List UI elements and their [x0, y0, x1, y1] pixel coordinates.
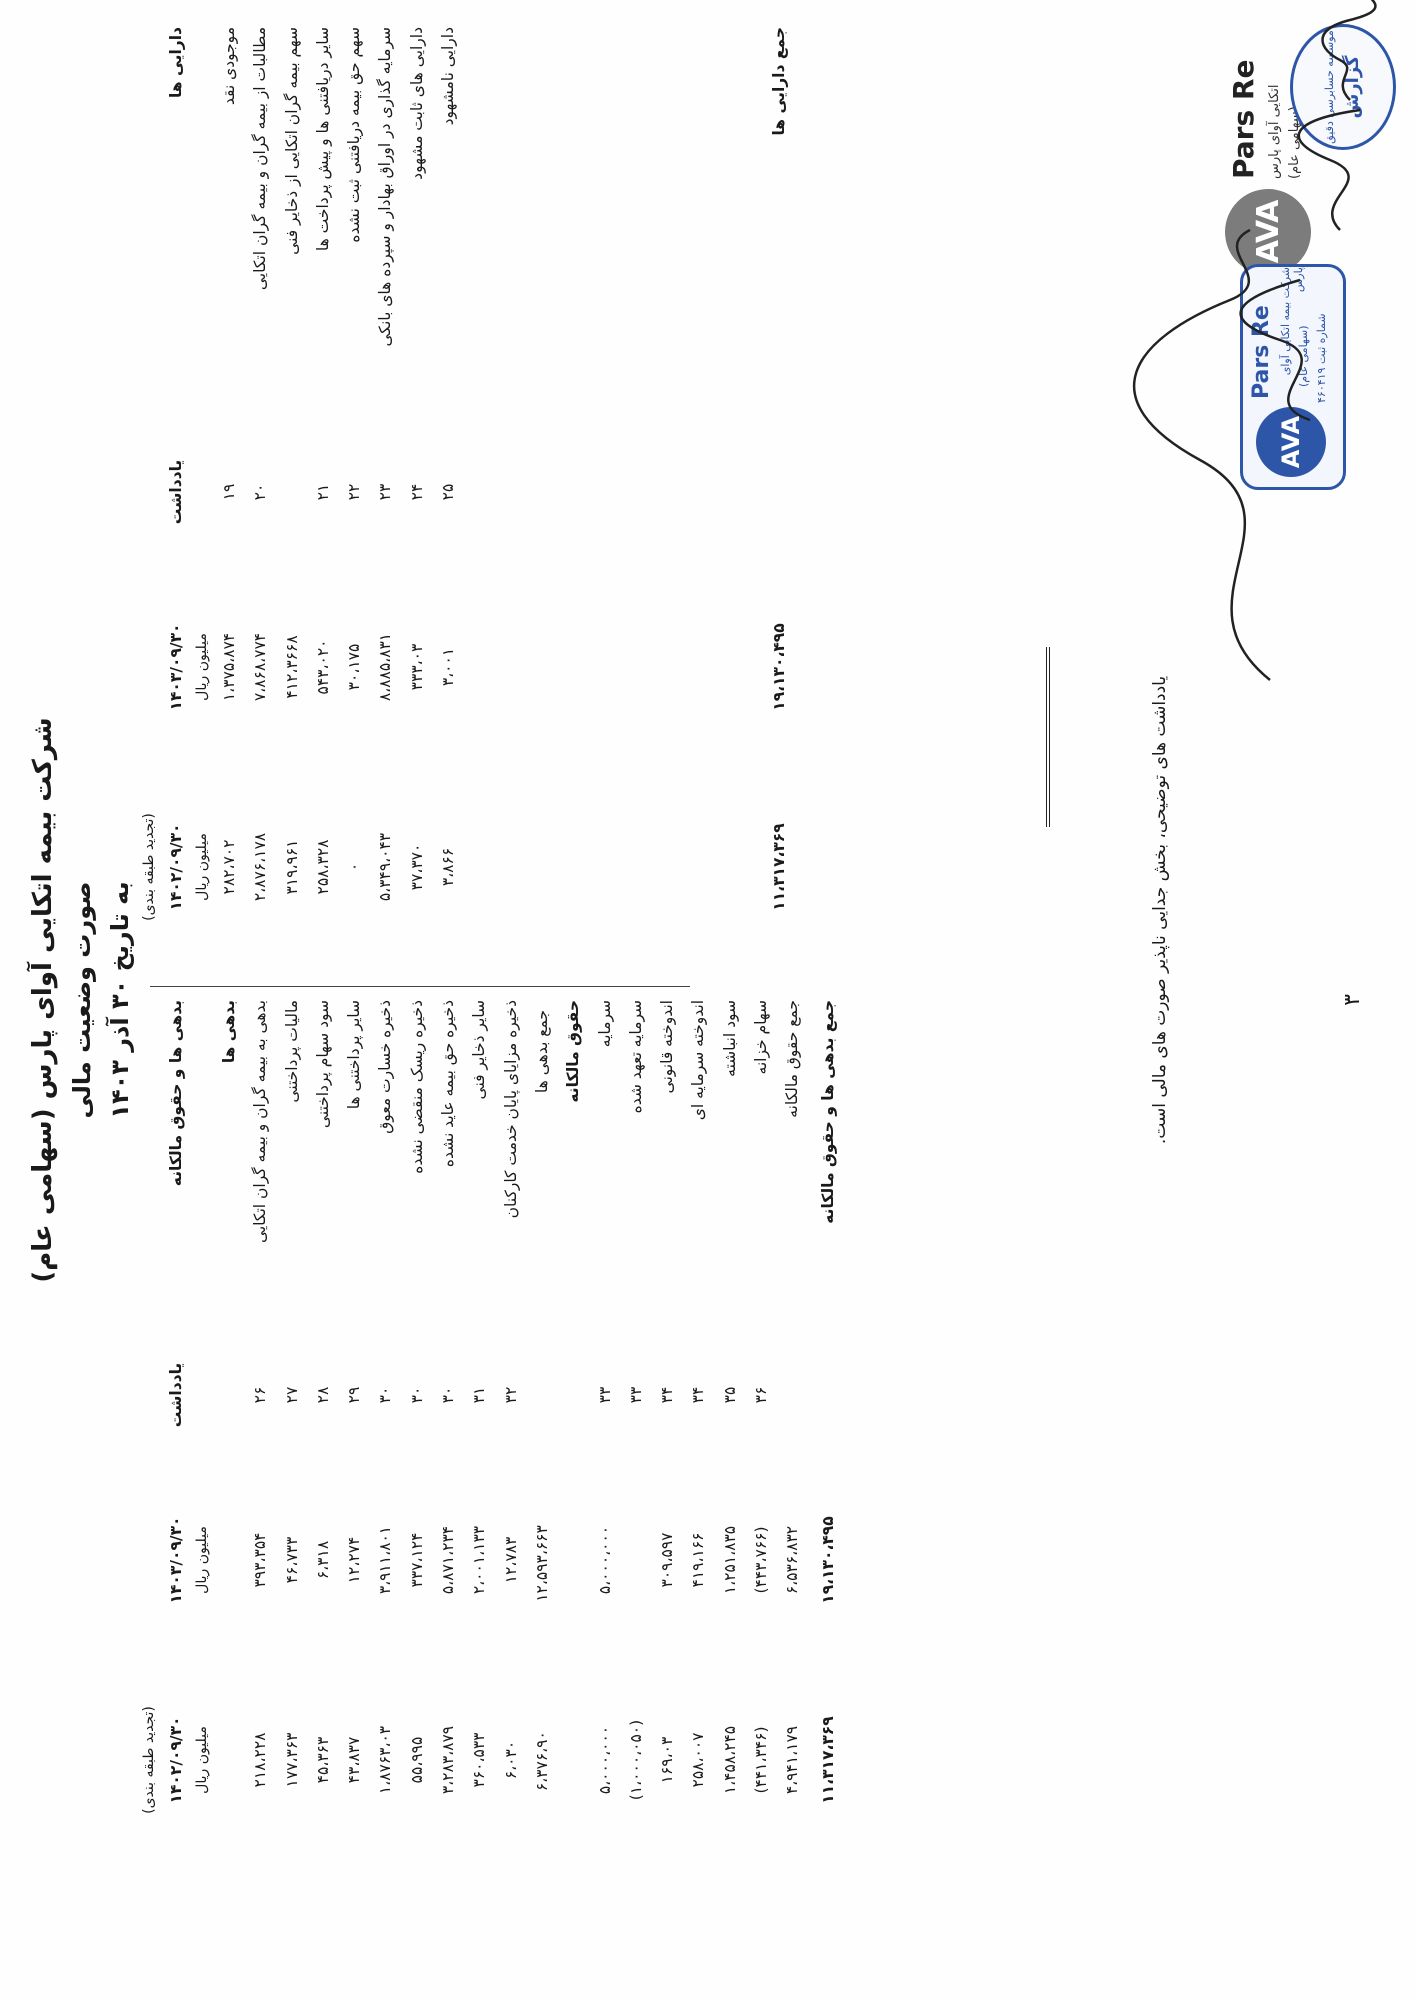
assets-v1-cell: ۳،۰۰۱: [439, 647, 458, 687]
liabilities-v1-header: ۱۴۰۳/۰۹/۳۰: [166, 1516, 185, 1604]
logo-name: Pars Re: [1227, 59, 1260, 179]
assets-unit-v2: میلیون ریال: [194, 833, 211, 901]
assets-v2-header: ۱۴۰۲/۰۹/۳۰: [166, 823, 185, 911]
liabilities-v2-cell: ۶،۳۷۶،۹۰: [532, 1731, 551, 1792]
assets-v2-cell: ۲۸۲،۷۰۲: [219, 839, 238, 895]
liabilities-row: [276, 1000, 307, 1860]
liabilities-label-cell: سرمایه تعهد شده: [626, 1000, 645, 1114]
page-number: ۳: [1340, 994, 1365, 1006]
liabilities-v2-cell: ۴۳،۸۳۷: [345, 1736, 364, 1784]
assets-unit-row: [191, 27, 213, 967]
liabilities-row: [213, 1000, 244, 1860]
assets-total-v2: ۱۱،۳۱۷،۳۶۹: [770, 823, 789, 911]
assets-label-cell: سایر دریافتنی ها و پیش پرداخت ها: [313, 27, 332, 252]
liabilities-row: [245, 1000, 276, 1860]
liabilities-v1-cell: ۴۶،۷۳۳: [282, 1536, 301, 1584]
liabilities-label-cell: بدهی ها: [219, 1000, 238, 1064]
assets-label-header: دارایی ها: [166, 27, 185, 98]
liabilities-v2-cell: ۱،۸۷۶۳،۰۳: [376, 1725, 395, 1795]
assets-label-cell: مطالبات از بیمه گران و بیمه گران اتکایی: [251, 27, 270, 291]
logo-line-1: اتکایی آوای پارس: [1267, 84, 1282, 179]
liabilities-v2-cell: ۱۶۹،۰۳: [658, 1736, 677, 1784]
liabilities-v2-header: ۱۴۰۲/۰۹/۳۰: [166, 1716, 185, 1804]
liabilities-total-label: جمع بدهی ها و حقوق مالکانه: [818, 1000, 837, 1224]
liabilities-row: [307, 1000, 338, 1860]
liabilities-label-cell: ذخیره حق بیمه عاید نشده: [439, 1000, 458, 1168]
logo-line-2: (سهامی عام): [1287, 106, 1302, 179]
liabilities-row: [558, 1000, 589, 1860]
liabilities-note-cell: ۳۳: [595, 1386, 614, 1404]
assets-v2-cell: ۲،۸۷۶،۱۷۸: [251, 832, 270, 902]
liabilities-note-cell: ۳۴: [689, 1386, 708, 1404]
liabilities-label-cell: ذخیره ریسک منقضی نشده: [407, 1000, 426, 1174]
liabilities-label-cell: حقوق مالکانه: [564, 1000, 583, 1103]
assets-note-cell: ۲۰: [251, 483, 270, 501]
assets-row: [307, 27, 338, 967]
assets-v1-cell: ۳۰،۱۷۵: [345, 643, 364, 691]
liabilities-restated-row: [138, 1000, 160, 1860]
liabilities-v1-cell: ۱،۲۵۱،۸۳۵: [720, 1525, 739, 1595]
liabilities-label-cell: سهام خزانه: [751, 1000, 770, 1075]
stamp-line-3: شماره ثبت ۴۶۰۴۱۹: [1315, 313, 1328, 403]
liabilities-unit-row: [191, 1000, 213, 1860]
assets-row: [370, 27, 401, 967]
liabilities-row: [714, 1000, 745, 1860]
liabilities-v1-cell: ۱۲،۵۹۳،۶۶۳: [532, 1525, 551, 1602]
assets-v1-header: ۱۴۰۳/۰۹/۳۰: [166, 623, 185, 711]
liabilities-row: [683, 1000, 714, 1860]
liabilities-v2-cell: (۴۴۱،۳۴۶): [751, 1726, 770, 1794]
liabilities-row: [745, 1000, 776, 1860]
liabilities-total-v1: ۱۹،۱۳۰،۴۹۵: [818, 1516, 837, 1604]
liabilities-note-cell: ۳۳: [626, 1386, 645, 1404]
logo-mark: AVA: [1225, 189, 1311, 275]
liabilities-label-cell: اندوخته قانونی: [658, 1000, 677, 1094]
assets-row: [338, 27, 369, 967]
liabilities-v1-cell: ۲،۰۰۱،۱۳۳: [470, 1525, 489, 1595]
liabilities-row: [401, 1000, 432, 1860]
liabilities-rows: [213, 1000, 808, 1860]
liabilities-label-cell: سود انباشته: [720, 1000, 739, 1077]
liabilities-row: [464, 1000, 495, 1860]
assets-total-label: جمع دارایی ها: [770, 27, 789, 136]
statement-date: به تاریخ ۳۰ آذر ۱۴۰۳: [106, 881, 134, 1119]
liabilities-label-cell: سایر پرداختنی ها: [345, 1000, 364, 1110]
stamp-name: Pars Re: [1249, 305, 1274, 399]
liabilities-v2-cell: ۶،۰۳۰: [501, 1740, 520, 1780]
signature-1: [1323, 0, 1376, 100]
liabilities-table: [138, 1000, 843, 1860]
liabilities-label-cell: سود سهام پرداختنی: [313, 1000, 332, 1129]
assets-v1-cell: ۴۱۲،۳۶۶۸: [282, 635, 301, 699]
assets-v1-cell: ۱،۳۷۵،۸۷۴: [219, 632, 238, 702]
liabilities-note-cell: ۳۲: [501, 1386, 520, 1404]
liabilities-v2-cell: ۱۷۷،۳۶۳: [282, 1732, 301, 1788]
liabilities-label-cell: بدهی به بیمه گران و بیمه گران اتکایی: [251, 1000, 270, 1244]
liabilities-v2-cell: ۳۶۰،۵۳۳: [470, 1732, 489, 1788]
liabilities-v2-cell: ۳،۲۸۳،۸۷۹: [439, 1725, 458, 1795]
footnote: یادداشت های توضیحی، بخش جدایی ناپذیر صورت های مالی است.: [1150, 675, 1170, 1145]
liabilities-v1-cell: ۴۱۹،۱۶۶: [689, 1532, 708, 1588]
liabilities-row: [432, 1000, 463, 1860]
liabilities-note-cell: ۳۰: [376, 1386, 395, 1404]
auditor-stamp-line-1: موسسه حسابرسی دقیق: [1323, 30, 1336, 144]
signature-4: [1241, 280, 1310, 420]
liabilities-row: [370, 1000, 401, 1860]
liabilities-v2-cell: ۲۵۸،۰۰۷: [689, 1732, 708, 1788]
assets-row: [213, 27, 244, 967]
assets-note-cell: ۲۳: [376, 483, 395, 501]
liabilities-note-cell: ۲۸: [313, 1386, 332, 1404]
assets-note-cell: ۱۹: [219, 483, 238, 501]
liabilities-v1-cell: ۱۲،۲۷۴: [345, 1536, 364, 1584]
liabilities-row: [338, 1000, 369, 1860]
liabilities-v1-cell: ۱۲،۷۸۳: [501, 1536, 520, 1584]
assets-table: [138, 27, 795, 967]
liabilities-note-header: یادداشت: [166, 1362, 185, 1428]
assets-row: [245, 27, 276, 967]
liabilities-v2-cell: ۵۵،۹۹۵: [407, 1736, 426, 1784]
liabilities-total-row: [812, 1000, 843, 1860]
assets-v2-cell: ۰: [345, 862, 364, 872]
assets-v1-cell: ۸،۸۸۵،۸۳۱: [376, 632, 395, 702]
liabilities-v2-cell: (۱،۰۰۰،۰۵۰): [626, 1719, 645, 1801]
assets-v1-cell: ۷،۸۶۸،۷۷۴: [251, 632, 270, 702]
liabilities-label-cell: سرمایه: [595, 1000, 614, 1048]
liabilities-row: [777, 1000, 808, 1860]
liabilities-header-row: [160, 1000, 191, 1860]
assets-v2-cell: ۵،۳۴۹،۰۴۳: [376, 832, 395, 902]
assets-v1-cell: ۵۴۳،۰۲۰: [313, 639, 332, 695]
assets-row: [276, 27, 307, 967]
liabilities-v1-cell: ۶،۳۱۸: [313, 1540, 332, 1580]
liabilities-row: [620, 1000, 651, 1860]
assets-header-row: [160, 27, 191, 967]
liabilities-v2-cell: ۵،۰۰۰،۰۰۰: [595, 1725, 614, 1795]
assets-note-cell: ۲۲: [345, 483, 364, 501]
assets-total-row: [764, 27, 795, 967]
liabilities-label-cell: ذخیره خسارت معوق: [376, 1000, 395, 1134]
liabilities-v1-cell: ۶،۵۳۶،۸۳۲: [783, 1525, 802, 1595]
liabilities-label-cell: مالیات پرداختنی: [282, 1000, 301, 1103]
liabilities-note-cell: ۳۰: [439, 1386, 458, 1404]
liabilities-note-cell: ۳۱: [470, 1386, 489, 1404]
liabilities-note-cell: ۳۵: [720, 1386, 739, 1404]
liabilities-label-header: بدهی ها و حقوق مالکانه: [166, 1000, 185, 1187]
liabilities-v1-cell: ۵،۸۷۱،۲۳۴: [439, 1525, 458, 1595]
signature-2: [1299, 110, 1360, 230]
assets-rows: [213, 27, 463, 967]
auditor-stamp-line-2: گزارش: [1342, 55, 1363, 119]
liabilities-label-cell: ذخیره مزایای پایان خدمت کارکنان: [501, 1000, 520, 1219]
liabilities-label-cell: سایر ذخایر فنی: [470, 1000, 489, 1100]
liabilities-total-v2: ۱۱،۳۱۷،۳۶۹: [818, 1716, 837, 1804]
liabilities-note-cell: ۳۰: [407, 1386, 426, 1404]
assets-row: [401, 27, 432, 967]
liabilities-v1-cell: (۴۴۳،۷۶۶): [751, 1526, 770, 1594]
liabilities-unit-v2: میلیون ریال: [194, 1726, 211, 1794]
assets-v1-cell: ۳۳۳،۰۳: [407, 643, 426, 691]
liabilities-label-cell: جمع بدهی ها: [532, 1010, 551, 1094]
assets-label-cell: سرمایه گذاری در اوراق بهادار و سپرده های بانکی: [376, 27, 395, 347]
company-title: شرکت بیمه اتکایی آوای پارس (سهامی عام): [28, 717, 58, 1283]
assets-v2-cell: ۲۵۸،۳۲۸: [313, 839, 332, 895]
assets-label-cell: سهم حق بیمه دریافتنی ثبت نشده: [345, 27, 364, 243]
assets-note-cell: ۲۵: [439, 483, 458, 501]
assets-label-cell: موجودی نقد: [219, 27, 238, 106]
liabilities-v1-cell: ۳۳۷،۱۲۴: [407, 1532, 426, 1588]
assets-v2-cell: ۳،۸۶۶: [439, 847, 458, 887]
assets-note-header: یادداشت: [166, 459, 185, 525]
stamp-line-1: شرکت بیمه اتکایی آوای پارس: [1279, 267, 1305, 376]
liabilities-note-cell: ۲۷: [282, 1386, 301, 1404]
liabilities-v1-cell: ۳۹۳،۳۵۴: [251, 1532, 270, 1588]
assets-column-divider: [150, 986, 690, 987]
liabilities-v2-cell: ۴،۹۴۱،۱۷۹: [783, 1725, 802, 1795]
assets-total-v1: ۱۹،۱۳۰،۴۹۵: [770, 623, 789, 711]
assets-v2-cell: ۳۷،۳۷۰: [407, 843, 426, 891]
assets-label-cell: دارایی نامشهود: [439, 27, 458, 126]
signatures: [1050, 0, 1410, 720]
liabilities-v1-cell: ۵،۰۰۰،۰۰۰: [595, 1525, 614, 1595]
stamp-line-2: (سهامی عام): [1297, 325, 1310, 387]
liabilities-unit-v1: میلیون ریال: [194, 1526, 211, 1594]
assets-restated-row: [138, 27, 160, 967]
liabilities-v1-cell: ۳۰۹،۵۹۷: [658, 1532, 677, 1588]
assets-note-cell: ۲۴: [407, 483, 426, 501]
liabilities-row: [495, 1000, 526, 1860]
liabilities-v1-cell: ۳،۹۱۱،۸۰۱: [376, 1525, 395, 1595]
liabilities-note-cell: ۲۹: [345, 1386, 364, 1404]
liabilities-row: [526, 1000, 557, 1860]
liabilities-restated-label: (تجدید طبقه بندی): [141, 1706, 157, 1814]
liabilities-label-cell: اندوخته سرمایه ای: [689, 1000, 708, 1121]
assets-unit-v1: میلیون ریال: [194, 633, 211, 701]
liabilities-note-cell: ۳۴: [658, 1386, 677, 1404]
liabilities-label-cell: جمع حقوق مالکانه: [783, 1000, 802, 1118]
liabilities-v2-cell: ۴۵،۳۶۳: [313, 1736, 332, 1784]
assets-label-cell: سهم بیمه گران اتکایی از ذخایر فنی: [282, 27, 301, 255]
signature-3: [1134, 230, 1270, 680]
liabilities-v2-cell: ۱،۴۵۸،۲۴۵: [720, 1725, 739, 1795]
assets-restated-label: (تجدید طبقه بندی): [141, 813, 157, 921]
liabilities-note-cell: ۲۶: [251, 1386, 270, 1404]
statement-subtitle: صورت وضعیت مالی: [68, 881, 96, 1119]
assets-note-cell: ۲۱: [313, 483, 332, 501]
liabilities-note-cell: ۳۶: [751, 1386, 770, 1404]
assets-row: [432, 27, 463, 967]
stamp-mark: AVA: [1256, 407, 1326, 477]
liabilities-row: [589, 1000, 620, 1860]
assets-v2-cell: ۳۱۹،۹۶۱: [282, 839, 301, 895]
liabilities-v2-cell: ۲۱۸،۲۲۸: [251, 1732, 270, 1788]
liabilities-row: [651, 1000, 682, 1860]
assets-label-cell: دارایی های ثابت مشهود: [407, 27, 426, 180]
